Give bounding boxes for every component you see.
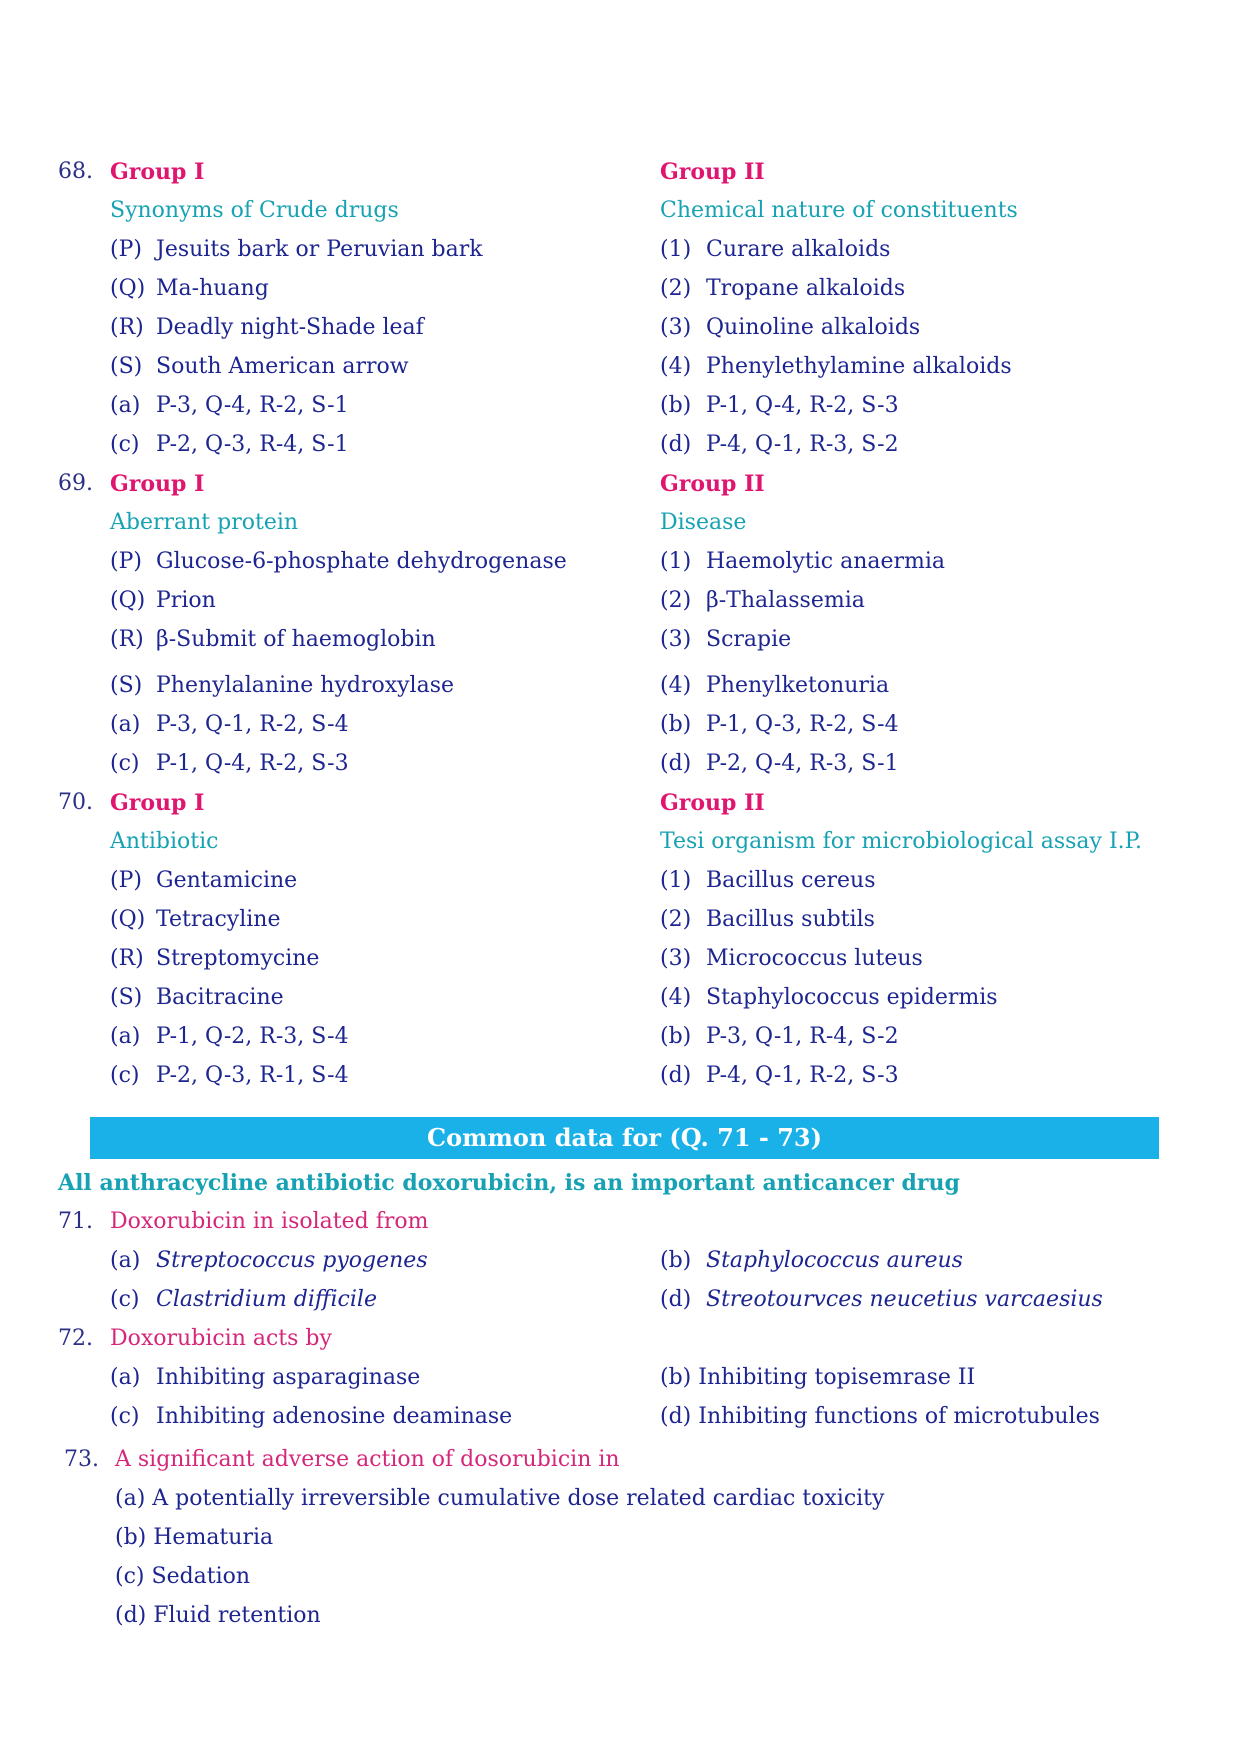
group-1-item-p: (P) Gentamicine [110, 868, 298, 893]
group-2-item-2: (2) Tropane alkaloids [660, 276, 906, 301]
group-2-heading: Group II [660, 471, 765, 497]
group-1-heading: Group I [110, 790, 205, 816]
question-text: Doxorubicin acts by [110, 1326, 332, 1351]
group-2-heading: Group II [660, 159, 765, 185]
option-d[interactable]: (d) P-4, Q-1, R-2, S-3 [660, 1063, 899, 1088]
option-c[interactable]: (c) P-1, Q-4, R-2, S-3 [110, 751, 349, 776]
question-number: 72. [58, 1326, 93, 1351]
group-1-item-p: (P) Glucose-6-phosphate dehydrogenase [110, 549, 567, 574]
option-d[interactable]: (d) Fluid retention [115, 1603, 321, 1628]
option-c[interactable]: (c) Clastridium difficile [110, 1287, 377, 1312]
question-number: 69. [58, 471, 93, 496]
question-number: 70. [58, 790, 93, 815]
group-2-subtitle: Tesi organism for microbiological assay I.P. [660, 829, 1142, 854]
group-1-item-s: (S) Phenylalanine hydroxylase [110, 673, 455, 698]
group-2-item-2: (2) β-Thalassemia [660, 588, 865, 613]
group-1-item-q: (Q) Ma-huang [110, 276, 269, 301]
option-b[interactable]: (b) Staphylococcus aureus [660, 1248, 963, 1273]
option-c[interactable]: (c) Sedation [115, 1564, 251, 1589]
group-2-item-4: (4) Phenylketonuria [660, 673, 890, 698]
option-d[interactable]: (d) P-2, Q-4, R-3, S-1 [660, 751, 899, 776]
question-number: 71. [58, 1209, 93, 1234]
group-2-heading: Group II [660, 790, 765, 816]
group-2-item-3: (3) Scrapie [660, 627, 792, 652]
option-a[interactable]: (a) Streptococcus pyogenes [110, 1248, 428, 1273]
group-1-item-q: (Q) Prion [110, 588, 216, 613]
option-b[interactable]: (b) P-1, Q-3, R-2, S-4 [660, 712, 899, 737]
option-a[interactable]: (a) Inhibiting asparaginase [110, 1365, 421, 1390]
group-2-subtitle: Chemical nature of constituents [660, 198, 1018, 223]
option-a[interactable]: (a) A potentially irreversible cumulative dose related cardiac toxicity [115, 1486, 885, 1511]
group-2-item-2: (2) Bacillus subtils [660, 907, 875, 932]
option-a[interactable]: (a) P-3, Q-4, R-2, S-1 [110, 393, 349, 418]
group-1-item-p: (P) Jesuits bark or Peruvian bark [110, 237, 483, 262]
group-1-item-r: (R) β-Submit of haemoglobin [110, 627, 436, 652]
option-c[interactable]: (c) P-2, Q-3, R-1, S-4 [110, 1063, 349, 1088]
group-2-item-4: (4) Phenylethylamine alkaloids [660, 354, 1012, 379]
group-1-item-r: (R) Streptomycine [110, 946, 320, 971]
option-b[interactable]: (b) Hematuria [115, 1525, 274, 1550]
question-text: A significant adverse action of dosorubicin in [115, 1447, 620, 1472]
option-b[interactable]: (b) P-1, Q-4, R-2, S-3 [660, 393, 899, 418]
group-1-item-s: (S) Bacitracine [110, 985, 284, 1010]
group-2-item-4: (4) Staphylococcus epidermis [660, 985, 998, 1010]
group-1-subtitle: Synonyms of Crude drugs [110, 198, 399, 223]
group-1-item-r: (R) Deadly night-Shade leaf [110, 315, 424, 340]
option-d[interactable]: (d) Inhibiting functions of microtubules [660, 1404, 1100, 1429]
group-1-subtitle: Aberrant protein [110, 510, 299, 535]
option-c[interactable]: (c) Inhibiting adenosine deaminase [110, 1404, 513, 1429]
question-number: 68. [58, 159, 93, 184]
option-d[interactable]: (d) Streotourvces neucetius varcaesius [660, 1287, 1103, 1312]
question-number: 73. [64, 1447, 99, 1472]
group-2-item-1: (1) Curare alkaloids [660, 237, 891, 262]
group-1-item-s: (S) South American arrow [110, 354, 409, 379]
group-2-item-1: (1) Bacillus cereus [660, 868, 876, 893]
option-b[interactable]: (b) Inhibiting topisemrase II [660, 1365, 976, 1390]
group-1-heading: Group I [110, 159, 205, 185]
common-data-intro: All anthracycline antibiotic doxorubicin, is an important anticancer drug [58, 1170, 960, 1196]
option-c[interactable]: (c) P-2, Q-3, R-4, S-1 [110, 432, 349, 457]
group-2-item-1: (1) Haemolytic anaermia [660, 549, 946, 574]
question-text: Doxorubicin in isolated from [110, 1209, 429, 1234]
common-data-banner: Common data for (Q. 71 - 73) [90, 1117, 1159, 1159]
group-2-subtitle: Disease [660, 510, 747, 535]
option-a[interactable]: (a) P-3, Q-1, R-2, S-4 [110, 712, 349, 737]
group-1-subtitle: Antibiotic [110, 829, 219, 854]
option-a[interactable]: (a) P-1, Q-2, R-3, S-4 [110, 1024, 349, 1049]
option-b[interactable]: (b) P-3, Q-1, R-4, S-2 [660, 1024, 899, 1049]
group-1-heading: Group I [110, 471, 205, 497]
group-2-item-3: (3) Quinoline alkaloids [660, 315, 921, 340]
group-1-item-q: (Q) Tetracyline [110, 907, 281, 932]
group-2-item-3: (3) Micrococcus luteus [660, 946, 923, 971]
option-d[interactable]: (d) P-4, Q-1, R-3, S-2 [660, 432, 899, 457]
